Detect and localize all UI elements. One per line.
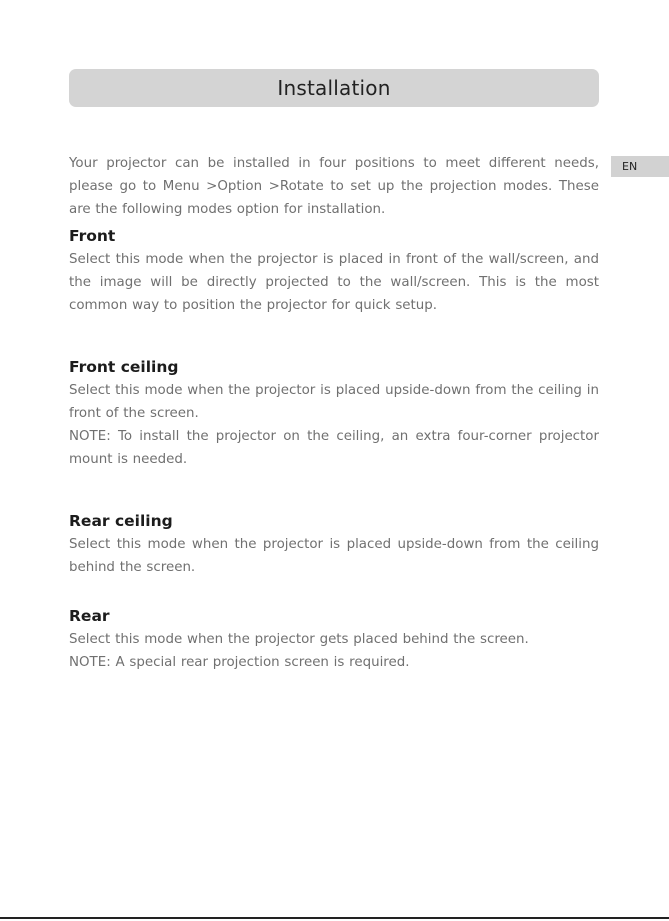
intro-paragraph: Your projector can be installed in four positions to meet different needs, please go to Menu >Option >Rotate to set up the projection modes. These are the following modes option for installation.: [69, 156, 599, 217]
section-text-rear-ceiling: Select this mode when the projector is placed upside-down from the ceiling behind the screen.: [69, 537, 599, 575]
language-tab-label: EN: [622, 160, 638, 173]
section-note-front-ceiling: NOTE: To install the projector on the ceiling, an extra four-corner projector mount is needed.: [69, 429, 599, 467]
page-bottom-rule: [0, 917, 669, 919]
language-tab: [611, 156, 669, 177]
section-heading-front-ceiling: Front ceiling: [69, 358, 179, 376]
section-heading-rear: Rear: [69, 607, 110, 625]
section-text-rear: Select this mode when the projector gets placed behind the screen.: [69, 632, 529, 647]
section-title-bar: [69, 69, 599, 107]
section-note-rear: NOTE: A special rear projection screen is required.: [69, 655, 410, 670]
section-text-front: Select this mode when the projector is placed in front of the wall/screen, and the image will be directly projected to the wall/screen. This is the most common way to position the projector for quick setup.: [69, 252, 599, 313]
section-heading-front: Front: [69, 227, 116, 245]
section-heading-rear-ceiling: Rear ceiling: [69, 512, 173, 530]
manual-content: [69, 152, 599, 674]
section-text-front-ceiling: Select this mode when the projector is placed upside-down from the ceiling in front of the screen.: [69, 383, 599, 421]
page-title: Installation: [277, 76, 391, 100]
